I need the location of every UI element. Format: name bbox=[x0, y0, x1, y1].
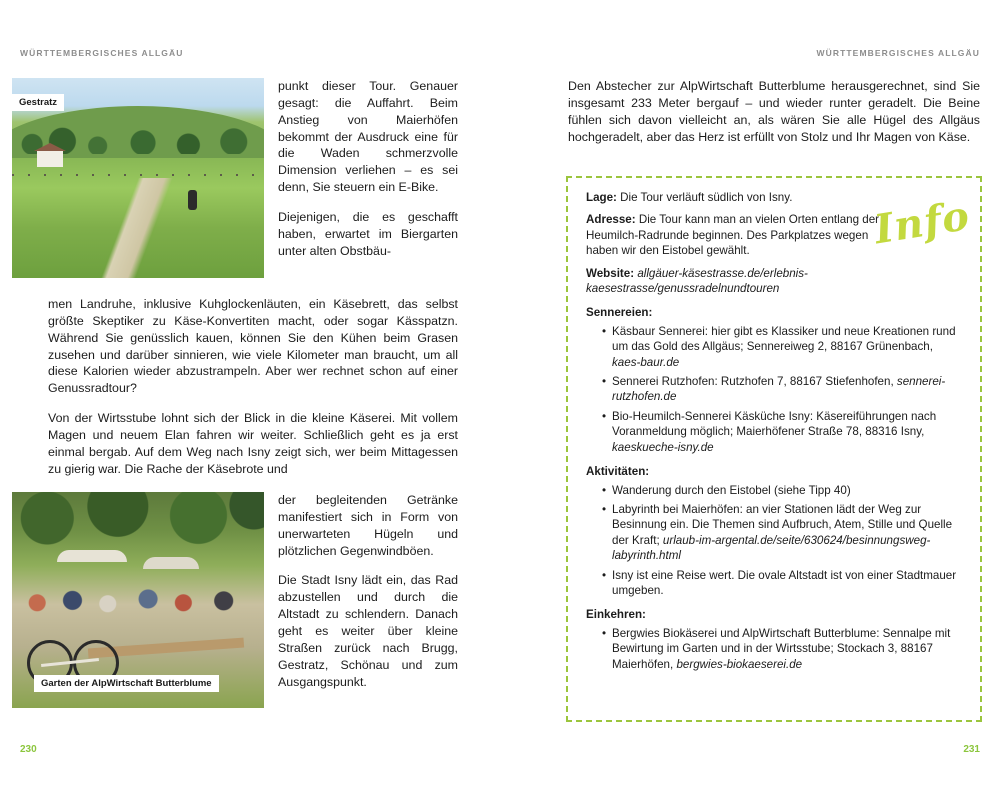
info-badge-label: Info bbox=[871, 192, 974, 254]
info-list-sennereien bbox=[586, 324, 964, 455]
photo-caption-butterblume: Garten der AlpWirtschaft Butterblume bbox=[34, 675, 219, 692]
page-number-left: 230 bbox=[20, 744, 37, 755]
list-item-text: Käsbaur Sennerei: hier gibt es Klassiker und neue Kreationen rund um das Gold des Allgäus; Sennereiweg 2, 88167 Grünenbach, bbox=[612, 324, 956, 354]
info-lage bbox=[586, 190, 886, 205]
info-website-label: Website: bbox=[586, 266, 635, 280]
info-adresse-text: Die Tour kann man an vielen Orten entlang der Heumilch-Radrunde beginnen. Des Parkplatzes wegen haben wir den Eistobel gewählt. bbox=[586, 213, 880, 258]
right-column-intro bbox=[568, 78, 980, 145]
list-item-text: Sennerei Rutzhofen: Rutzhofen 7, 88167 Stiefenhofen, bbox=[612, 375, 897, 389]
photo-fence bbox=[12, 174, 264, 176]
list-item-link[interactable]: kaeskueche-isny.de bbox=[612, 440, 714, 454]
info-lage-text: Die Tour verläuft südlich von Isny. bbox=[616, 191, 793, 204]
photo-parasol-one bbox=[57, 550, 127, 562]
running-head-right: WÜRTTEMBERGISCHES ALLGÄU bbox=[816, 48, 980, 58]
left-column-bottom bbox=[278, 492, 458, 690]
info-section-aktivitaeten-heading: Aktivitäten: bbox=[586, 465, 650, 479]
list-item-text: Labyrinth bei Maierhöfen: an vier Stationen lädt der Weg zur Besinnung ein. Die Themen sind Aufbruch, Atem, Stille und Quelle der Kraft; bbox=[612, 502, 953, 547]
photo-farmhouse bbox=[37, 150, 63, 167]
list-item bbox=[602, 626, 964, 672]
info-adresse-label: Adresse: bbox=[586, 213, 636, 227]
paragraph: Die Stadt Isny lädt ein, das Rad abzustellen und durch die Altstadt zu schlendern. Danach geht es weiter über kleine Straßen zurück nach Brugg, Gestratz, Schönau und zum Ausgangspunkt. bbox=[278, 573, 458, 689]
paragraph: der begleitenden Getränke manifestiert sich in Form von unerwarteten Hügeln und plötzlichen Gegenwindböen. bbox=[278, 493, 458, 558]
list-item-link[interactable]: urlaub-im-argental.de/seite/630624/besinnungsweg-labyrinth.html bbox=[612, 533, 931, 563]
info-adresse bbox=[586, 212, 886, 258]
list-item-text: Isny ist eine Reise wert. Die ovale Altstadt ist von einer Stadtmauer umgeben. bbox=[612, 568, 957, 597]
photo-cyclist bbox=[188, 190, 197, 210]
info-list-aktivitaeten bbox=[586, 483, 964, 599]
info-website-link[interactable]: allgäuer-käsestrasse.de/erlebnis-kaesestrasse/genussradelnundtouren bbox=[586, 266, 808, 296]
photo-gravel-path bbox=[22, 178, 264, 278]
list-item bbox=[602, 502, 964, 564]
photo-parasol-two bbox=[143, 557, 199, 569]
list-item bbox=[602, 409, 964, 455]
list-item-link[interactable]: kaes-baur.de bbox=[612, 355, 680, 369]
info-box bbox=[566, 176, 982, 722]
info-section-sennereien-heading: Sennereien: bbox=[586, 306, 653, 320]
list-item bbox=[602, 324, 964, 370]
running-head-left: WÜRTTEMBERGISCHES ALLGÄU bbox=[20, 48, 184, 58]
info-section-einkehren-heading: Einkehren: bbox=[586, 608, 646, 622]
paragraph: punkt dieser Tour. Genauer gesagt: die Auffahrt. Beim Anstieg von Maierhöfen bekommt der Ausdruck eine für die Waden schmerzvolle Dimension verliehen – es sei denn, Sie steuern ein E-Bike. bbox=[278, 79, 458, 195]
list-item-link[interactable]: bergwies-biokaeserei.de bbox=[676, 657, 803, 671]
list-item-link[interactable]: sennerei-rutzhofen.de bbox=[612, 375, 946, 404]
left-column-middle bbox=[48, 296, 458, 478]
list-item-text: Bergwies Biokäserei und AlpWirtschaft Butterblume: Sennalpe mit Bewirtung im Garten und in der Wirtsstube; Stockach 3, 88167 Maierhöfen, bbox=[612, 626, 951, 671]
page-number-right: 231 bbox=[963, 744, 980, 755]
list-item-text: Wanderung durch den Eistobel (siehe Tipp 40) bbox=[612, 483, 851, 497]
list-item bbox=[602, 483, 964, 498]
left-column-top bbox=[278, 78, 458, 260]
photo-caption-gestratz: Gestratz bbox=[12, 94, 64, 111]
list-item bbox=[602, 374, 964, 405]
info-website bbox=[586, 266, 964, 297]
paragraph: Diejenigen, die es geschafft haben, erwartet im Biergarten unter alten Obstbäu- bbox=[278, 210, 458, 258]
list-item bbox=[602, 568, 964, 599]
list-item-text: Bio-Heumilch-Sennerei Käsküche Isny: Käsereiführungen nach Voranmeldung möglich; Maierhöfener Straße 78, 88316 Isny, bbox=[612, 409, 937, 439]
photo-tree-canopy bbox=[12, 492, 264, 557]
photo-beer-garden bbox=[12, 492, 264, 708]
paragraph: men Landruhe, inklusive Kuhglockenläuten, ein Käsebrett, das selbst größte Skeptiker zu Käse-Konvertiten macht, oder sogar Kässpatzn. Während Sie genüsslich kauen, können Sie den Kühen beim Grasen zusehen und darüber sinnieren, wie viele Kilometer man braucht, um all diese Kalorien wieder abzustrampeln. Aber wer rechnet schon auf einer Genussradtour? bbox=[48, 297, 458, 396]
paragraph: Von der Wirtsstube lohnt sich der Blick in die kleine Käserei. Mit vollem Magen und neuem Elan fahren wir weiter. Schließlich geht es ja erst einmal bergab. Auf dem Weg nach Isny zeigt sich, wer beim Mittagessen zu gierig war. Die Rache der Käsebrote und bbox=[48, 411, 458, 476]
paragraph: Den Abstecher zur AlpWirtschaft Butterblume herausgerechnet, sind Sie insgesamt 233 Meter bergauf – und wieder runter geradelt. Die Beine fühlen sich davon vielleicht an, als wären Sie alle Hügel des Allgäus hochgeradelt, aber das Herz ist erfüllt von Stolz und Ihr Magen von Käse. bbox=[568, 79, 980, 144]
info-lage-label: Lage: bbox=[586, 191, 617, 204]
info-list-einkehren bbox=[586, 626, 964, 672]
photo-guests bbox=[12, 574, 264, 622]
